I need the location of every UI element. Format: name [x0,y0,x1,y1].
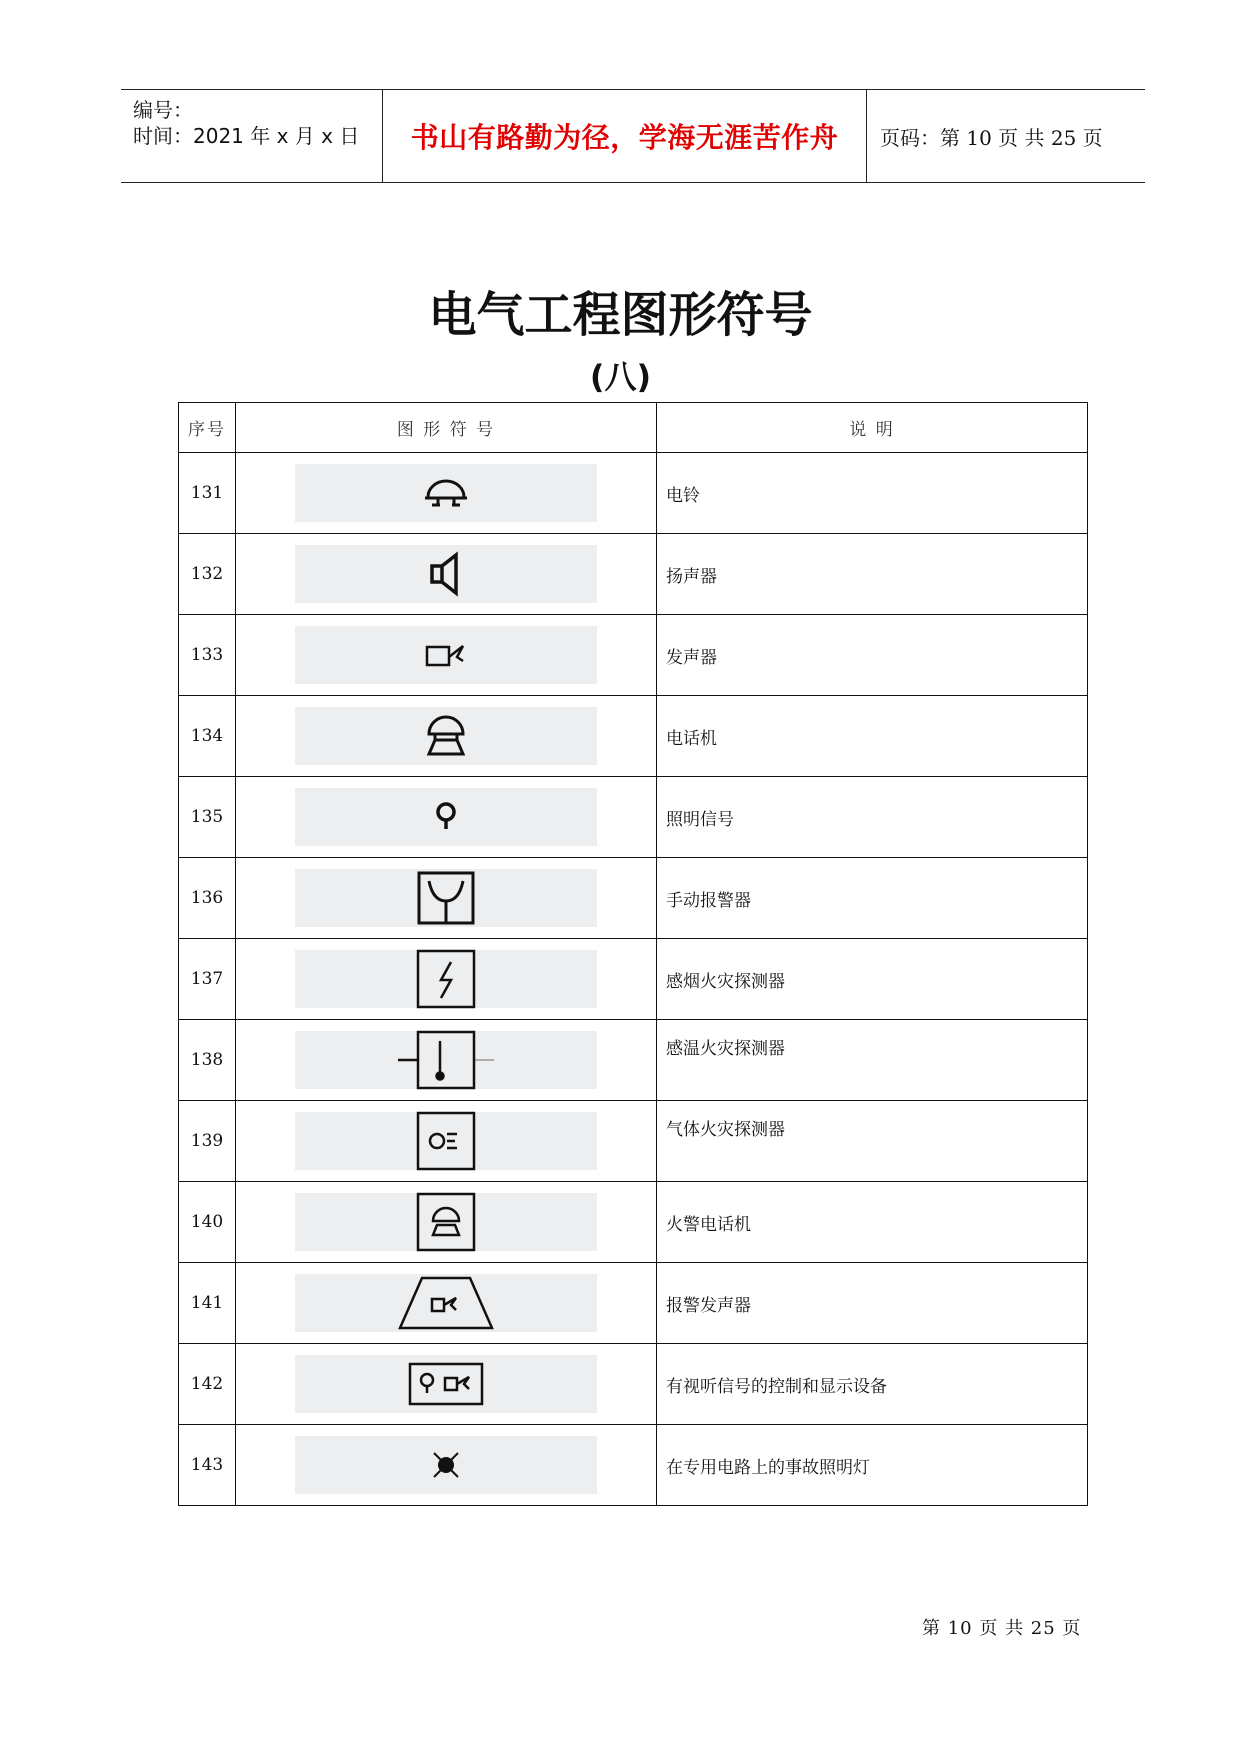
header-motto [382,90,867,182]
table-row [179,777,1088,858]
page-title: 电气工程图形符号 [428,287,813,343]
header-symbol: 图 形 符 号 [236,403,657,453]
row-desc: 火警电话机 [657,1182,1088,1263]
page-footer: 第 10 页 共 25 页 [922,1618,1082,1639]
row-num: 139 [179,1101,236,1182]
table-row [179,1020,1088,1101]
page-header [121,89,1145,183]
row-desc: 照明信号 [657,777,1088,858]
row-num: 134 [179,696,236,777]
row-desc: 气体火灾探测器 [666,1120,785,1140]
row-num: 131 [179,453,236,534]
row-num: 136 [179,858,236,939]
audiovisual-control-icon [407,1361,485,1407]
table-row [179,1182,1088,1263]
table-row [179,1425,1088,1506]
symbol-table [178,402,1088,1506]
header-page-info [866,90,1145,182]
page-subtitle: (八) [589,358,652,396]
row-num: 142 [179,1344,236,1425]
symbol-box [295,1193,597,1251]
smoke-detector-icon [415,948,477,1010]
fire-telephone-icon [415,1191,477,1253]
symbol-box [295,1031,597,1089]
number-label: 编号： [133,98,193,122]
row-desc: 在专用电路上的事故照明灯 [657,1425,1088,1506]
symbol-box [295,1112,597,1170]
symbol-box [295,950,597,1008]
symbol-box [295,626,597,684]
symbol-box [295,869,597,927]
row-desc: 电铃 [657,453,1088,534]
row-num: 137 [179,939,236,1020]
table-row [179,1101,1088,1182]
table-header-row [179,403,1088,453]
table-row [179,453,1088,534]
symbol-box [295,464,597,522]
row-desc: 报警发声器 [657,1263,1088,1344]
row-num: 138 [179,1020,236,1101]
row-desc: 手动报警器 [657,858,1088,939]
row-desc: 感温火灾探测器 [666,1039,785,1059]
emergency-light-icon [428,1447,464,1483]
alarm-sounder-icon [396,1274,496,1332]
table-row [179,615,1088,696]
manual-alarm-icon [415,869,477,927]
motto-text: 书山有路勤为径，学海无涯苦作舟 [410,121,839,154]
row-desc: 发声器 [657,615,1088,696]
symbol-box [295,1355,597,1413]
telephone-icon [421,712,471,760]
gas-detector-icon [415,1110,477,1172]
sounder-icon [421,637,471,673]
table-row [179,1263,1088,1344]
row-desc: 有视听信号的控制和显示设备 [657,1344,1088,1425]
table-row [179,534,1088,615]
header-num: 序号 [179,403,236,453]
table-row [179,939,1088,1020]
symbol-box [295,545,597,603]
row-num: 132 [179,534,236,615]
table-row [179,696,1088,777]
header-desc: 说 明 [657,403,1088,453]
row-num: 133 [179,615,236,696]
row-desc: 电话机 [657,696,1088,777]
table-row [179,858,1088,939]
row-num: 143 [179,1425,236,1506]
row-desc: 感烟火灾探测器 [657,939,1088,1020]
page-info-text: 页码：第 10 页 共 25 页 [880,125,1103,150]
bell-icon [416,471,476,515]
symbol-box [295,1274,597,1332]
header-meta [121,90,382,182]
symbol-box [295,1436,597,1494]
row-num: 141 [179,1263,236,1344]
row-num: 135 [179,777,236,858]
time-label: 时间：2021 年 x 月 x 日 [133,124,360,148]
loudspeaker-icon [424,550,468,598]
row-desc: 扬声器 [657,534,1088,615]
table-row [179,1344,1088,1425]
lighting-signal-icon [428,797,464,837]
heat-detector-icon [398,1029,494,1091]
symbol-box [295,707,597,765]
row-num: 140 [179,1182,236,1263]
symbol-box [295,788,597,846]
